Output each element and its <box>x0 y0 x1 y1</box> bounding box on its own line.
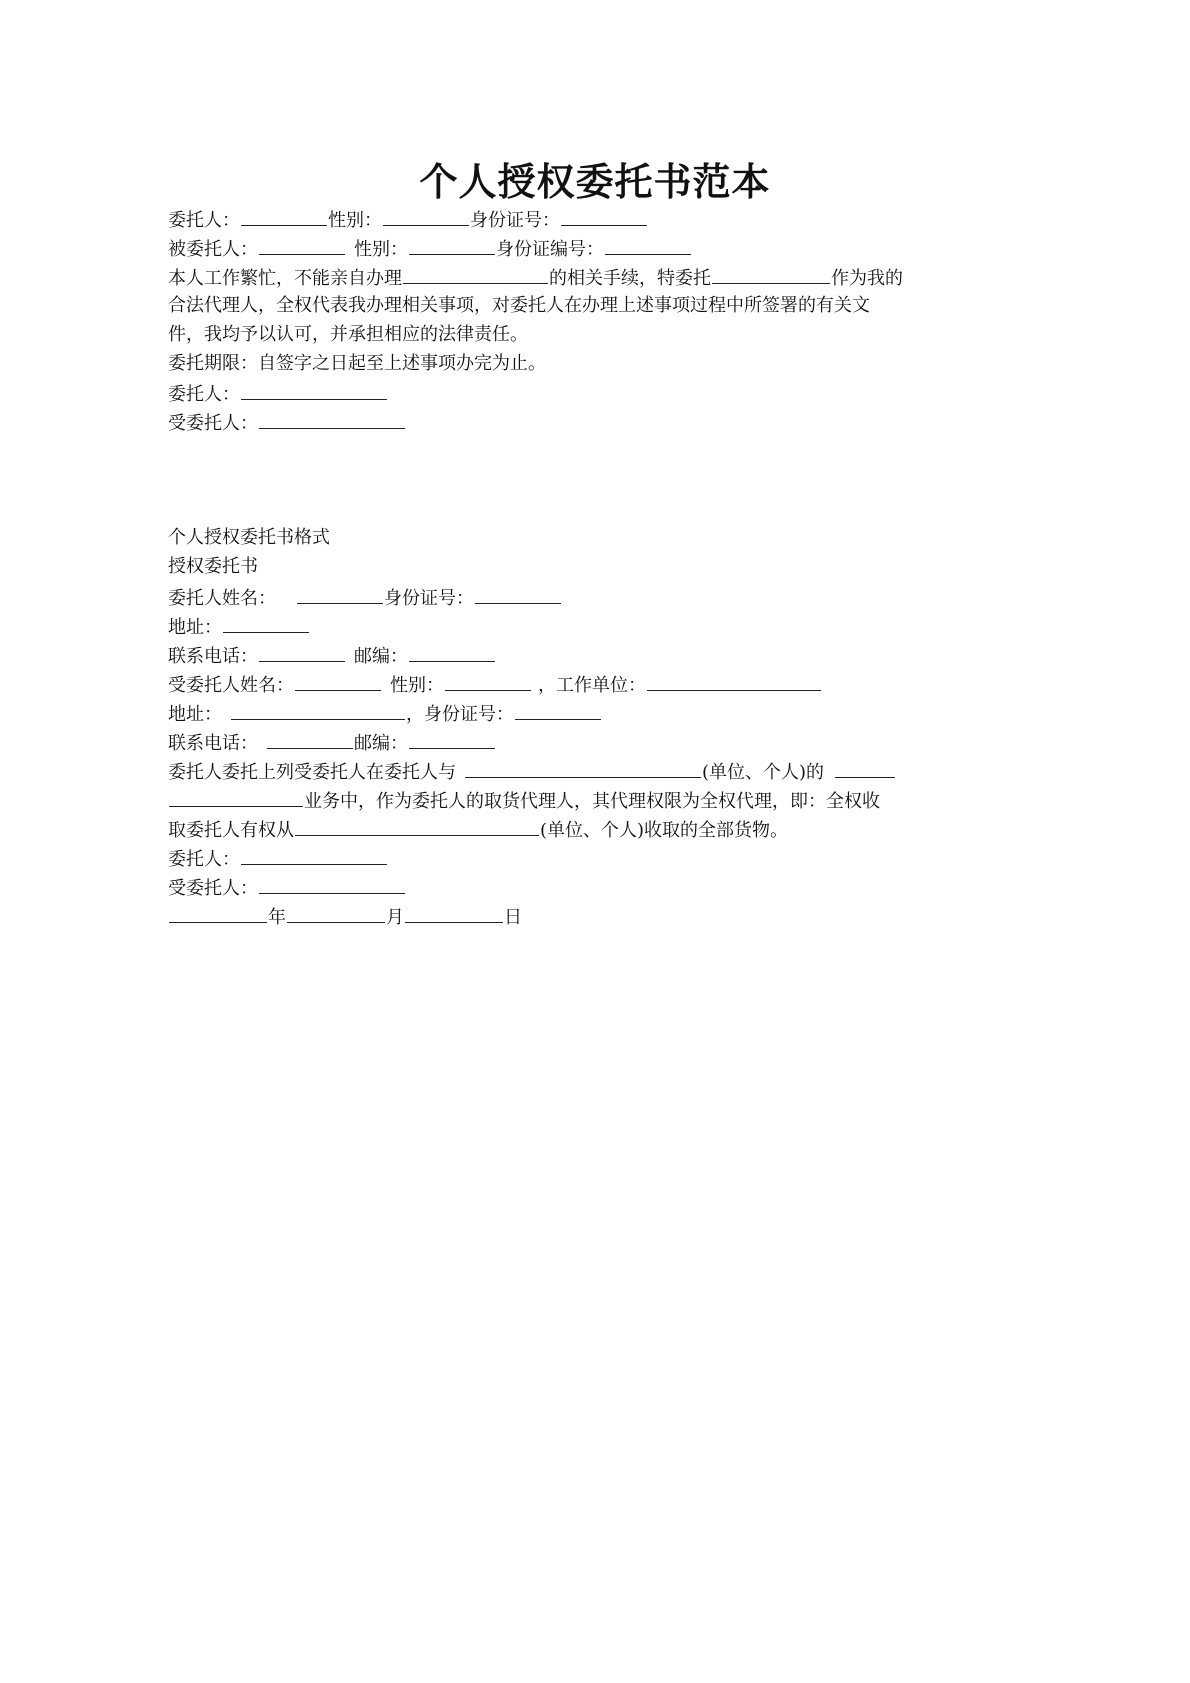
gender-label: 性别： <box>328 210 382 231</box>
postcode-label: 邮编： <box>354 733 408 754</box>
principal-name-blank[interactable] <box>241 208 327 226</box>
gender-blank[interactable] <box>445 673 531 691</box>
agent-name-label: 受委托人姓名： <box>168 675 294 696</box>
postcode-blank[interactable] <box>409 731 495 749</box>
body-text: (单位、个人)收取的全部货物。 <box>540 820 789 841</box>
body-text: 的相关手续，特委托 <box>549 268 711 289</box>
id-number-label: 身份证号： <box>384 588 474 609</box>
gender-blank[interactable] <box>383 208 469 226</box>
business-blank-start[interactable] <box>835 760 895 778</box>
employer-label: ，工作单位： <box>538 675 646 696</box>
agent-signature-blank[interactable] <box>259 411 405 429</box>
body-text: 本人工作繁忙，不能亲自办理 <box>168 268 402 289</box>
agent-address-line <box>168 702 602 726</box>
id-number-blank[interactable] <box>515 702 601 720</box>
source-party-blank[interactable] <box>295 818 539 836</box>
principal-signature-label: 委托人： <box>168 849 240 870</box>
address-label: 地址： <box>168 704 222 725</box>
day-blank[interactable] <box>405 905 503 923</box>
principal-signature-line <box>168 382 388 406</box>
authorization-paragraph-line <box>168 818 788 842</box>
day-label: 日 <box>504 907 522 928</box>
agent-signature-label: 受委托人： <box>168 878 258 899</box>
contact-line <box>168 644 496 668</box>
principal-info-line <box>168 208 648 232</box>
principal-name-line <box>168 586 562 610</box>
id-number-label: 身份证编号： <box>496 239 604 260</box>
section-heading: 个人授权委托书格式 <box>168 527 330 548</box>
address-blank[interactable] <box>231 702 405 720</box>
year-blank[interactable] <box>169 905 267 923</box>
month-label: 月 <box>386 907 404 928</box>
body-text: (单位、个人)的 <box>702 762 825 783</box>
employer-blank[interactable] <box>647 673 821 691</box>
address-blank[interactable] <box>223 615 309 633</box>
id-number-blank[interactable] <box>561 208 647 226</box>
date-line <box>168 905 522 929</box>
gender-label: 性别： <box>390 675 444 696</box>
postcode-label: 邮编： <box>354 646 408 667</box>
principal-name-label: 委托人姓名： <box>168 588 276 609</box>
agent-signature-blank[interactable] <box>259 876 405 894</box>
address-label: 地址： <box>168 617 222 638</box>
business-blank-end[interactable] <box>169 789 303 807</box>
agent-signature-label: 受委托人： <box>168 413 258 434</box>
agent-name-blank[interactable] <box>295 673 381 691</box>
body-text: 业务中，作为委托人的取货代理人，其代理权限为全权代理，即：全权收 <box>304 791 880 812</box>
agent-signature-line <box>168 411 406 435</box>
counterparty-blank[interactable] <box>465 760 701 778</box>
term-line: 委托期限：自签字之日起至上述事项办完为止。 <box>168 353 546 374</box>
agent-name-blank[interactable] <box>259 237 345 255</box>
phone-label: 联系电话： <box>168 733 258 754</box>
body-paragraph-line: 件，我均予以认可，并承担相应的法律责任。 <box>168 324 528 345</box>
authorization-paragraph-line <box>168 760 896 784</box>
document-title: 个人授权委托书范本 <box>419 160 771 204</box>
id-number-label: 身份证号： <box>470 210 560 231</box>
gender-blank[interactable] <box>409 237 495 255</box>
principal-signature-blank[interactable] <box>241 847 387 865</box>
agent-signature-line <box>168 876 406 900</box>
principal-label: 委托人： <box>168 210 240 231</box>
principal-signature-line <box>168 847 388 871</box>
id-number-label: ，身份证号： <box>406 704 514 725</box>
body-text: 委托人委托上列受委托人在委托人与 <box>168 762 456 783</box>
gender-label: 性别： <box>354 239 408 260</box>
agent-blank[interactable] <box>712 266 830 284</box>
section-subheading: 授权委托书 <box>168 556 258 577</box>
body-paragraph-line <box>168 266 903 290</box>
year-label: 年 <box>268 907 286 928</box>
id-number-blank[interactable] <box>605 237 691 255</box>
body-text: 作为我的 <box>831 268 903 289</box>
address-line <box>168 615 310 639</box>
agent-info-line <box>168 237 692 261</box>
agent-contact-line <box>168 731 496 755</box>
body-text: 取委托人有权从 <box>168 820 294 841</box>
principal-signature-blank[interactable] <box>241 382 387 400</box>
postcode-blank[interactable] <box>409 644 495 662</box>
matter-blank[interactable] <box>403 266 548 284</box>
month-blank[interactable] <box>287 905 385 923</box>
body-paragraph-line: 合法代理人，全权代表我办理相关事项，对委托人在办理上述事项过程中所签署的有关文 <box>168 295 870 316</box>
phone-blank[interactable] <box>267 731 353 749</box>
phone-blank[interactable] <box>259 644 345 662</box>
agent-label: 被委托人： <box>168 239 258 260</box>
id-number-blank[interactable] <box>475 586 561 604</box>
agent-name-line <box>168 673 822 697</box>
phone-label: 联系电话： <box>168 646 258 667</box>
authorization-paragraph-line <box>168 789 880 813</box>
principal-name-blank[interactable] <box>297 586 383 604</box>
principal-signature-label: 委托人： <box>168 384 240 405</box>
